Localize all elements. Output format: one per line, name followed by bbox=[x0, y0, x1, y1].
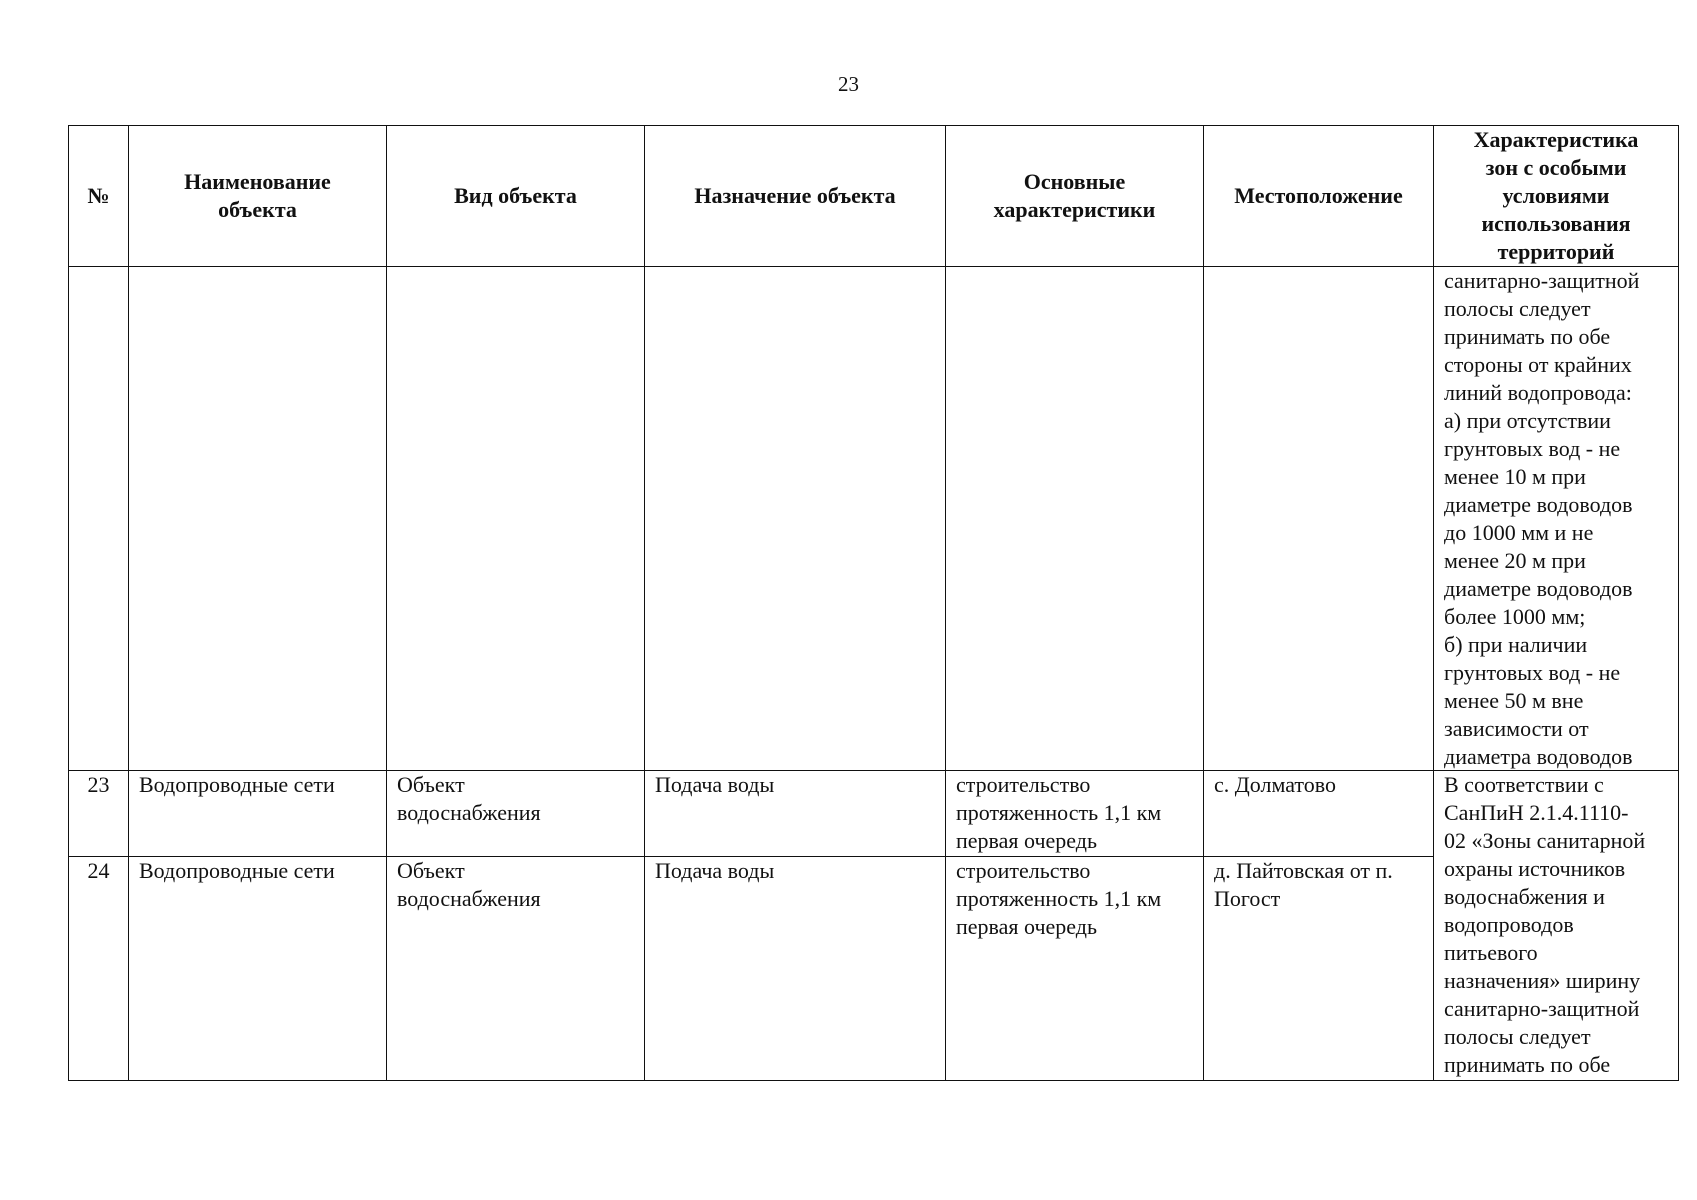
header-location: Местоположение bbox=[1204, 126, 1434, 267]
table-row-continuation bbox=[69, 267, 1679, 771]
objects-table bbox=[68, 125, 1679, 1081]
header-name: Наименование объекта bbox=[129, 126, 387, 267]
header-type: Вид объекта bbox=[387, 126, 645, 267]
header-characteristics: Основные характеристики bbox=[946, 126, 1204, 267]
cell-empty bbox=[129, 267, 387, 771]
cell-characteristics: строительство протяженность 1,1 км первая очередь bbox=[946, 857, 1204, 1081]
cell-type: Объект водоснабжения bbox=[387, 857, 645, 1081]
cell-num: 23 bbox=[69, 771, 129, 857]
cell-characteristics: строительство протяженность 1,1 км первая очередь bbox=[946, 771, 1204, 857]
cell-location: д. Пайтовская от п. Погост bbox=[1204, 857, 1434, 1081]
cell-empty bbox=[387, 267, 645, 771]
cell-type: Объект водоснабжения bbox=[387, 771, 645, 857]
table-row bbox=[69, 771, 1679, 857]
page-number: 23 bbox=[838, 72, 859, 96]
cell-purpose: Подача воды bbox=[645, 857, 946, 1081]
cell-name: Водопроводные сети bbox=[129, 771, 387, 857]
header-num: № bbox=[69, 126, 129, 267]
header-purpose: Назначение объекта bbox=[645, 126, 946, 267]
cell-location: с. Долматово bbox=[1204, 771, 1434, 857]
cell-purpose: Подача воды bbox=[645, 771, 946, 857]
cell-zone-merged: В соответствии с СанПиН 2.1.4.1110- 02 «Зоны санитарной охраны источников водоснабжения и водопроводов питьевого назначения» ширину санитарно-защитной полосы следует принимать по обе bbox=[1434, 771, 1679, 1081]
cell-zone-continuation: санитарно-защитной полосы следует принимать по обе стороны от крайних линий водопровода: а) при отсутствии грунтовых вод - не менее 10 м при диаметре водоводов до 1000 мм и не менее 20 м при диаметре водоводов более 1000 мм; б) при наличии грунтовых вод - не менее 50 м вне зависимости от диаметра водоводов bbox=[1434, 267, 1679, 771]
cell-empty bbox=[946, 267, 1204, 771]
cell-empty bbox=[645, 267, 946, 771]
table-header-row bbox=[69, 126, 1679, 267]
cell-name: Водопроводные сети bbox=[129, 857, 387, 1081]
cell-num: 24 bbox=[69, 857, 129, 1081]
cell-empty bbox=[1204, 267, 1434, 771]
header-zones: Характеристика зон с особыми условиями использования территорий bbox=[1434, 126, 1679, 267]
cell-empty bbox=[69, 267, 129, 771]
